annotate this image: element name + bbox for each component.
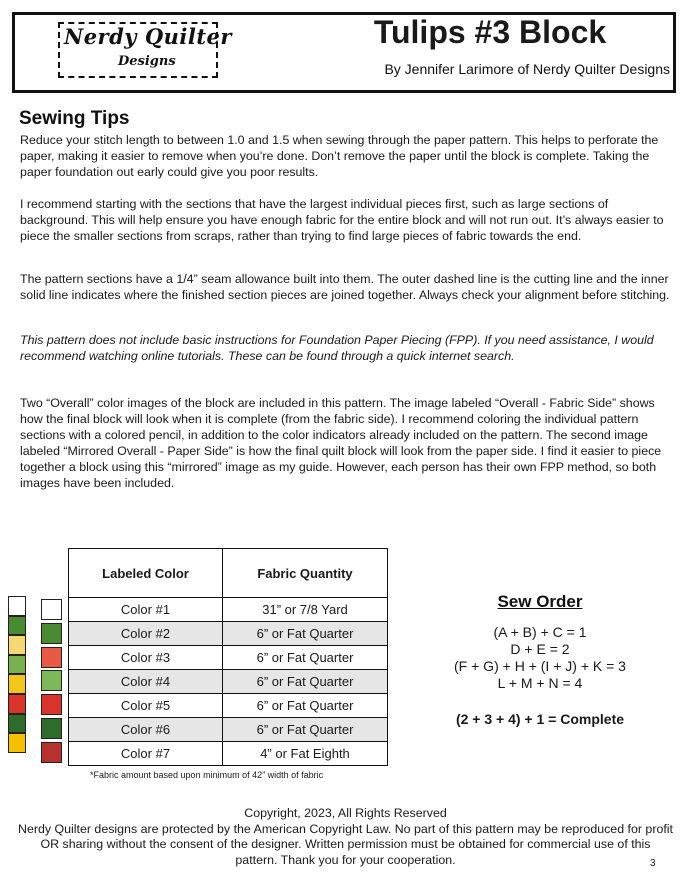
color-quantity-table <box>68 548 388 766</box>
color-swatch <box>41 718 62 739</box>
copyright-line: Copyright, 2023, All Rights Reserved <box>244 806 447 820</box>
table-row <box>69 742 388 766</box>
sew-order-heading: Sew Order <box>497 592 583 611</box>
color-label: Color #6 <box>69 718 223 742</box>
table-row <box>69 622 388 646</box>
logo-text-primary: Nerdy Quilter <box>64 24 232 49</box>
table-header-row <box>69 549 388 598</box>
color-swatch <box>8 655 26 675</box>
color-swatch <box>41 599 62 620</box>
color-swatch <box>41 742 62 763</box>
fabric-quantity: 6” or Fat Quarter <box>223 694 388 718</box>
table-row <box>69 718 388 742</box>
fabric-quantity: 6” or Fat Quarter <box>223 622 388 646</box>
color-label: Color #7 <box>69 742 223 766</box>
color-swatch <box>8 635 26 655</box>
sew-order-step: L + M + N = 4 <box>497 675 583 691</box>
fabric-quantity: 6” or Fat Quarter <box>223 646 388 670</box>
fabric-amount-note: *Fabric amount based upon minimum of 42” width of fabric <box>90 770 324 780</box>
color-swatch <box>41 670 62 691</box>
fabric-quantity: 31” or 7/8 Yard <box>223 598 388 622</box>
page-number: 3 <box>650 858 656 869</box>
color-label: Color #3 <box>69 646 223 670</box>
color-swatch <box>8 714 26 734</box>
table-row <box>69 646 388 670</box>
fabric-quantity: 6” or Fat Quarter <box>223 718 388 742</box>
color-label: Color #1 <box>69 598 223 622</box>
footer <box>18 806 673 868</box>
byline: By Jennifer Larimore of Nerdy Quilter Designs <box>384 61 670 77</box>
sew-order-step: (A + B) + C = 1 <box>493 624 587 640</box>
color-swatch <box>8 596 26 616</box>
color-label: Color #5 <box>69 694 223 718</box>
swatch-column-fabric-side <box>8 596 26 753</box>
color-swatch <box>41 647 62 668</box>
page-title: Tulips #3 Block <box>373 14 607 50</box>
color-swatch <box>8 674 26 694</box>
color-swatch <box>8 694 26 714</box>
tip-paragraph-largest-sections: I recommend starting with the sections that have the largest individual pieces first, such as large sections of background. This will help ensure you have enough fabric for the entire block and will not run out. It’s always easier to piece the smaller sections from scraps, rather than trying to find large pieces of fabric towards the end. <box>20 197 664 243</box>
color-label: Color #4 <box>69 670 223 694</box>
table-row <box>69 670 388 694</box>
tip-paragraph-fpp-note: This pattern does not include basic instructions for Foundation Paper Piecing (FPP). If you need assistance, I would recommend watching online tutorials. These can be found through a quick internet search. <box>20 333 654 363</box>
column-header-fabric-quantity: Fabric Quantity <box>223 549 388 598</box>
tip-paragraph-seam-allowance: The pattern sections have a 1/4” seam allowance built into them. The outer dashed line is the cutting line and the inner solid line indicates where the finished section pieces are joined together. Always check your alignment before stitching. <box>20 272 670 302</box>
tip-paragraph-stitch-length: Reduce your stitch length to between 1.0 and 1.5 when sewing through the paper pattern. This helps to perforate the paper, making it easier to remove when you’re done. Don’t remove the paper until the block is complete. Taking the paper foundation out early could give you poor results. <box>20 133 659 179</box>
tip-paragraph-overall-images: Two “Overall” color images of the block are included in this pattern. The image labeled “Overall - Fabric Side” shows how the final block will look when it is complete (from the fabric side). I recommend coloring the individual pattern sections with a colored pencil, in addition to the color indicators already included on the pattern. The second image labeled “Mirrored Overall - Paper Side” is how the final quilt block will look from the paper side. I find it easier to piece together a block using this “mirrored” image as my guide. However, each person has their own FPP method, so both images have been included. <box>20 396 662 490</box>
color-swatch <box>41 694 62 715</box>
color-label: Color #2 <box>69 622 223 646</box>
color-swatch <box>41 623 62 644</box>
sew-order-step: (F + G) + H + (I + J) + K = 3 <box>454 658 626 674</box>
legal-notice: Nerdy Quilter designs are protected by the American Copyright Law. No part of this pattern may be reproduced for profit OR sharing without the consent of the designer. Written permission must be obtained for commercial use of this pattern. Thank you for your cooperation. <box>18 821 673 867</box>
table-row <box>69 694 388 718</box>
table-row <box>69 598 388 622</box>
swatch-column-table <box>41 599 62 766</box>
sew-order-total: (2 + 3 + 4) + 1 = Complete <box>455 711 625 727</box>
logo-text-secondary: Designs <box>118 54 176 69</box>
fabric-quantity: 4” or Fat Eighth <box>223 742 388 766</box>
fabric-quantity: 6” or Fat Quarter <box>223 670 388 694</box>
color-swatch <box>8 733 26 753</box>
sewing-tips-heading: Sewing Tips <box>19 108 130 129</box>
sew-order-step: D + E = 2 <box>510 641 570 657</box>
color-swatch <box>8 616 26 636</box>
column-header-labeled-color: Labeled Color <box>69 549 223 598</box>
sew-order-steps <box>420 624 660 692</box>
